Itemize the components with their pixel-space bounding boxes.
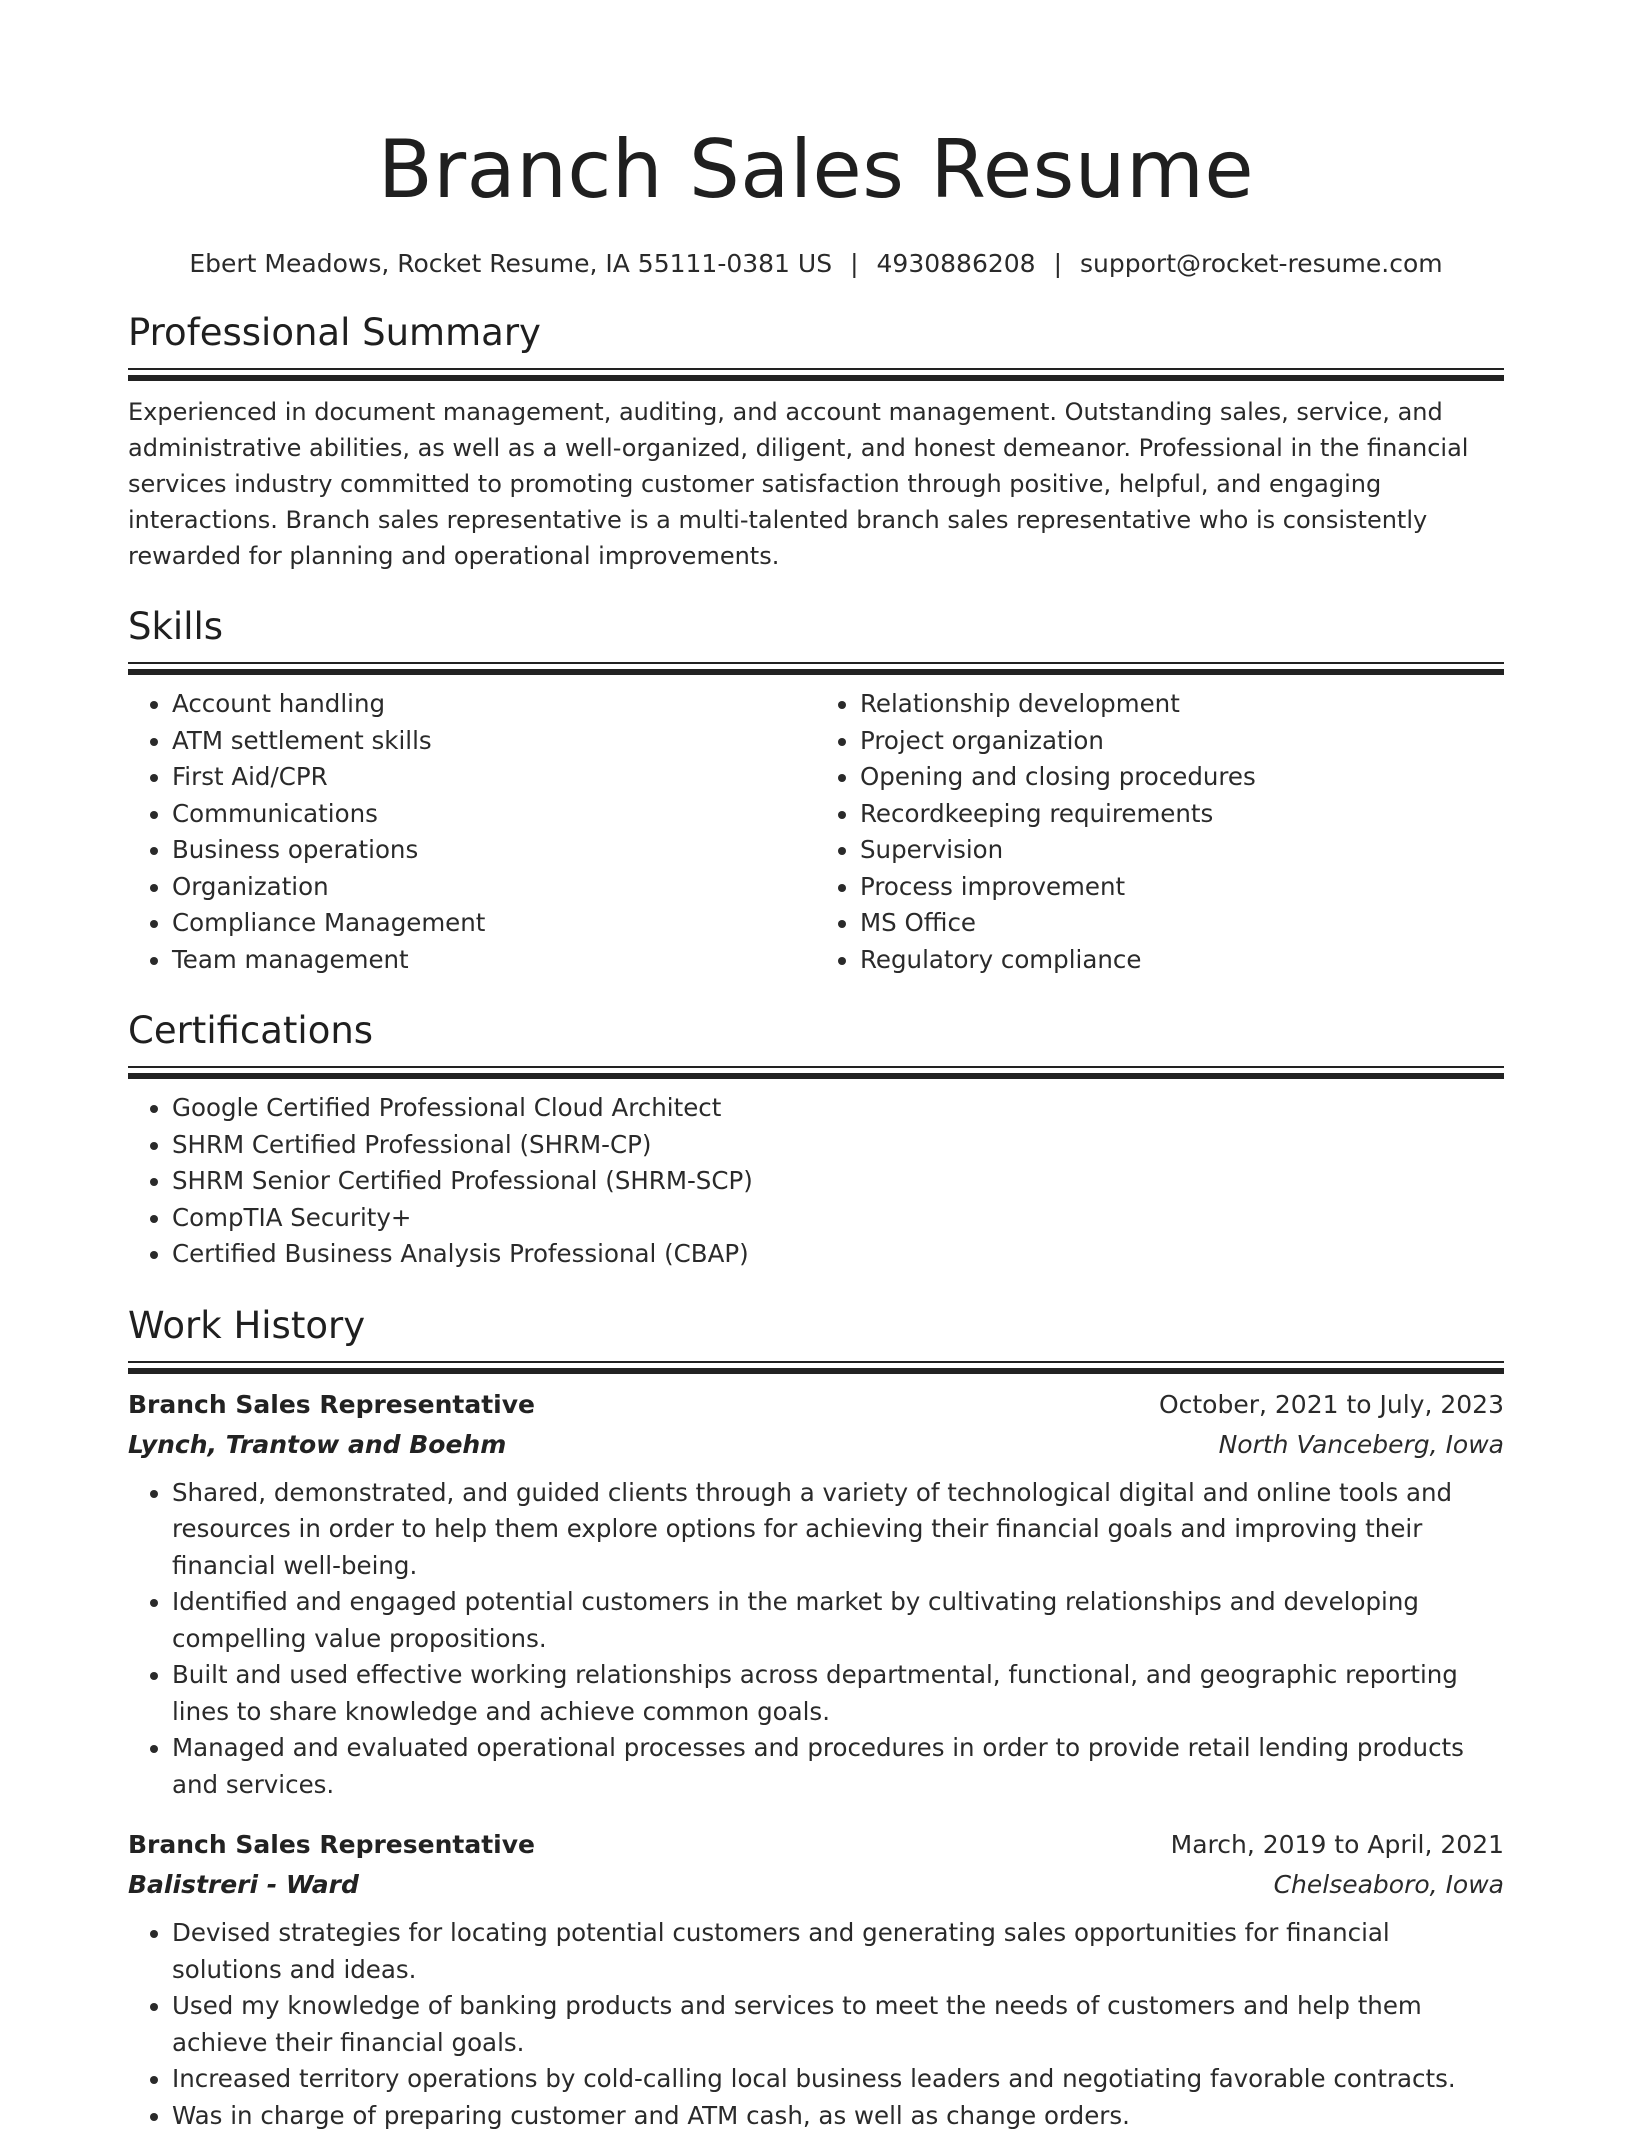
skill-item: • Account handling [172, 686, 816, 723]
job-duty-item: • Devised strategies for locating potential customers and generating sales opportunities for financial solutions and ideas. [172, 1915, 1504, 1988]
skill-item: • Communications [172, 796, 816, 833]
contact-separator: | [1036, 248, 1080, 280]
certifications-heading: Certifications [128, 1008, 1504, 1054]
certification-item: • SHRM Senior Certified Professional (SHRM-SCP) [172, 1163, 1504, 1200]
job-header-row [128, 1825, 1504, 1865]
contact-separator: | [832, 248, 876, 280]
section-divider [128, 1361, 1504, 1375]
skill-item: • Process improvement [860, 869, 1504, 906]
job-duties-list [128, 1475, 1504, 1804]
summary-text: Experienced in document management, auditing, and account management. Outstanding sales, service, and administrative abilities, as well as a well-organized, diligent, and honest demeanor. Professional in the financial services industry committed to promoting customer satisfaction through positive, helpful, and engaging interactions. Branch sales representative is a multi-talented branch sales representative who is consistently rewarded for planning and operational improvements. [128, 394, 1504, 574]
skill-item: • Supervision [860, 832, 1504, 869]
resume-title: Branch Sales Resume [128, 0, 1504, 220]
skill-item: • ATM settlement skills [172, 723, 816, 760]
contact-phone: 4930886208 [877, 249, 1036, 278]
job-duty-item: • Built and used effective working relationships across departmental, functional, and geographic reporting lines to share knowledge and achieve common goals. [172, 1657, 1504, 1730]
job-duty-item: • Identified and engaged potential customers in the market by cultivating relationships and developing compelling value propositions. [172, 1584, 1504, 1657]
certifications-list [128, 1090, 1504, 1273]
job-duty-item: • Managed and evaluated operational processes and procedures in order to provide retail lending products and services. [172, 1730, 1504, 1803]
resume-page [128, 0, 1504, 2134]
skill-item: • Opening and closing procedures [860, 759, 1504, 796]
job-company: Lynch, Trantow and Boehm [128, 1425, 506, 1465]
skills-section [128, 604, 1504, 978]
job-company: Balistreri - Ward [128, 1865, 359, 1905]
job-location: Chelseaboro, Iowa [1274, 1865, 1504, 1905]
job-location: North Vanceberg, Iowa [1219, 1425, 1504, 1465]
skill-item: • Team management [172, 942, 816, 979]
skill-item: • Regulatory compliance [860, 942, 1504, 979]
certification-item: • Google Certified Professional Cloud Architect [172, 1090, 1504, 1127]
skill-item: • Business operations [172, 832, 816, 869]
job-duties-list [128, 1915, 1504, 2134]
job-company-row [128, 1865, 1504, 1905]
section-divider [128, 662, 1504, 676]
skills-list-right [816, 686, 1504, 978]
certification-item: • SHRM Certified Professional (SHRM-CP) [172, 1127, 1504, 1164]
summary-section [128, 310, 1504, 574]
skill-item: • First Aid/CPR [172, 759, 816, 796]
job-duty-item: • Shared, demonstrated, and guided clients through a variety of technological digital and online tools and resources in order to help them explore options for achieving their financial goals and improving their financial well-being. [172, 1475, 1504, 1585]
certification-item: • CompTIA Security+ [172, 1200, 1504, 1237]
skill-item: • Relationship development [860, 686, 1504, 723]
job-title: Branch Sales Representative [128, 1825, 535, 1865]
skill-item: • Compliance Management [172, 905, 816, 942]
skills-heading: Skills [128, 604, 1504, 650]
job-duty-item: • Was in charge of preparing customer and ATM cash, as well as change orders. [172, 2098, 1504, 2134]
certification-item: • Certified Business Analysis Professional (CBAP) [172, 1236, 1504, 1273]
job-entry [128, 1825, 1504, 2134]
skills-list-left [128, 686, 816, 978]
work-history-heading: Work History [128, 1303, 1504, 1349]
skill-item: • Recordkeeping requirements [860, 796, 1504, 833]
job-duty-item: • Increased territory operations by cold-calling local business leaders and negotiating favorable contracts. [172, 2061, 1504, 2098]
certifications-section [128, 1008, 1504, 1273]
section-divider [128, 368, 1504, 382]
job-company-row [128, 1425, 1504, 1465]
work-history-section [128, 1303, 1504, 2134]
skills-grid [128, 686, 1504, 978]
contact-address: Ebert Meadows, Rocket Resume, IA 55111-0381 US [189, 249, 832, 278]
job-dates: March, 2019 to April, 2021 [1171, 1825, 1504, 1865]
job-title: Branch Sales Representative [128, 1385, 535, 1425]
skill-item: • MS Office [860, 905, 1504, 942]
job-header-row [128, 1385, 1504, 1425]
contact-line [128, 248, 1504, 280]
job-dates: October, 2021 to July, 2023 [1159, 1385, 1504, 1425]
skill-item: • Project organization [860, 723, 1504, 760]
summary-heading: Professional Summary [128, 310, 1504, 356]
job-duty-item: • Used my knowledge of banking products and services to meet the needs of customers and help them achieve their financial goals. [172, 1988, 1504, 2061]
contact-email: support@rocket-resume.com [1080, 249, 1443, 278]
skill-item: • Organization [172, 869, 816, 906]
section-divider [128, 1066, 1504, 1080]
job-entry [128, 1385, 1504, 1804]
